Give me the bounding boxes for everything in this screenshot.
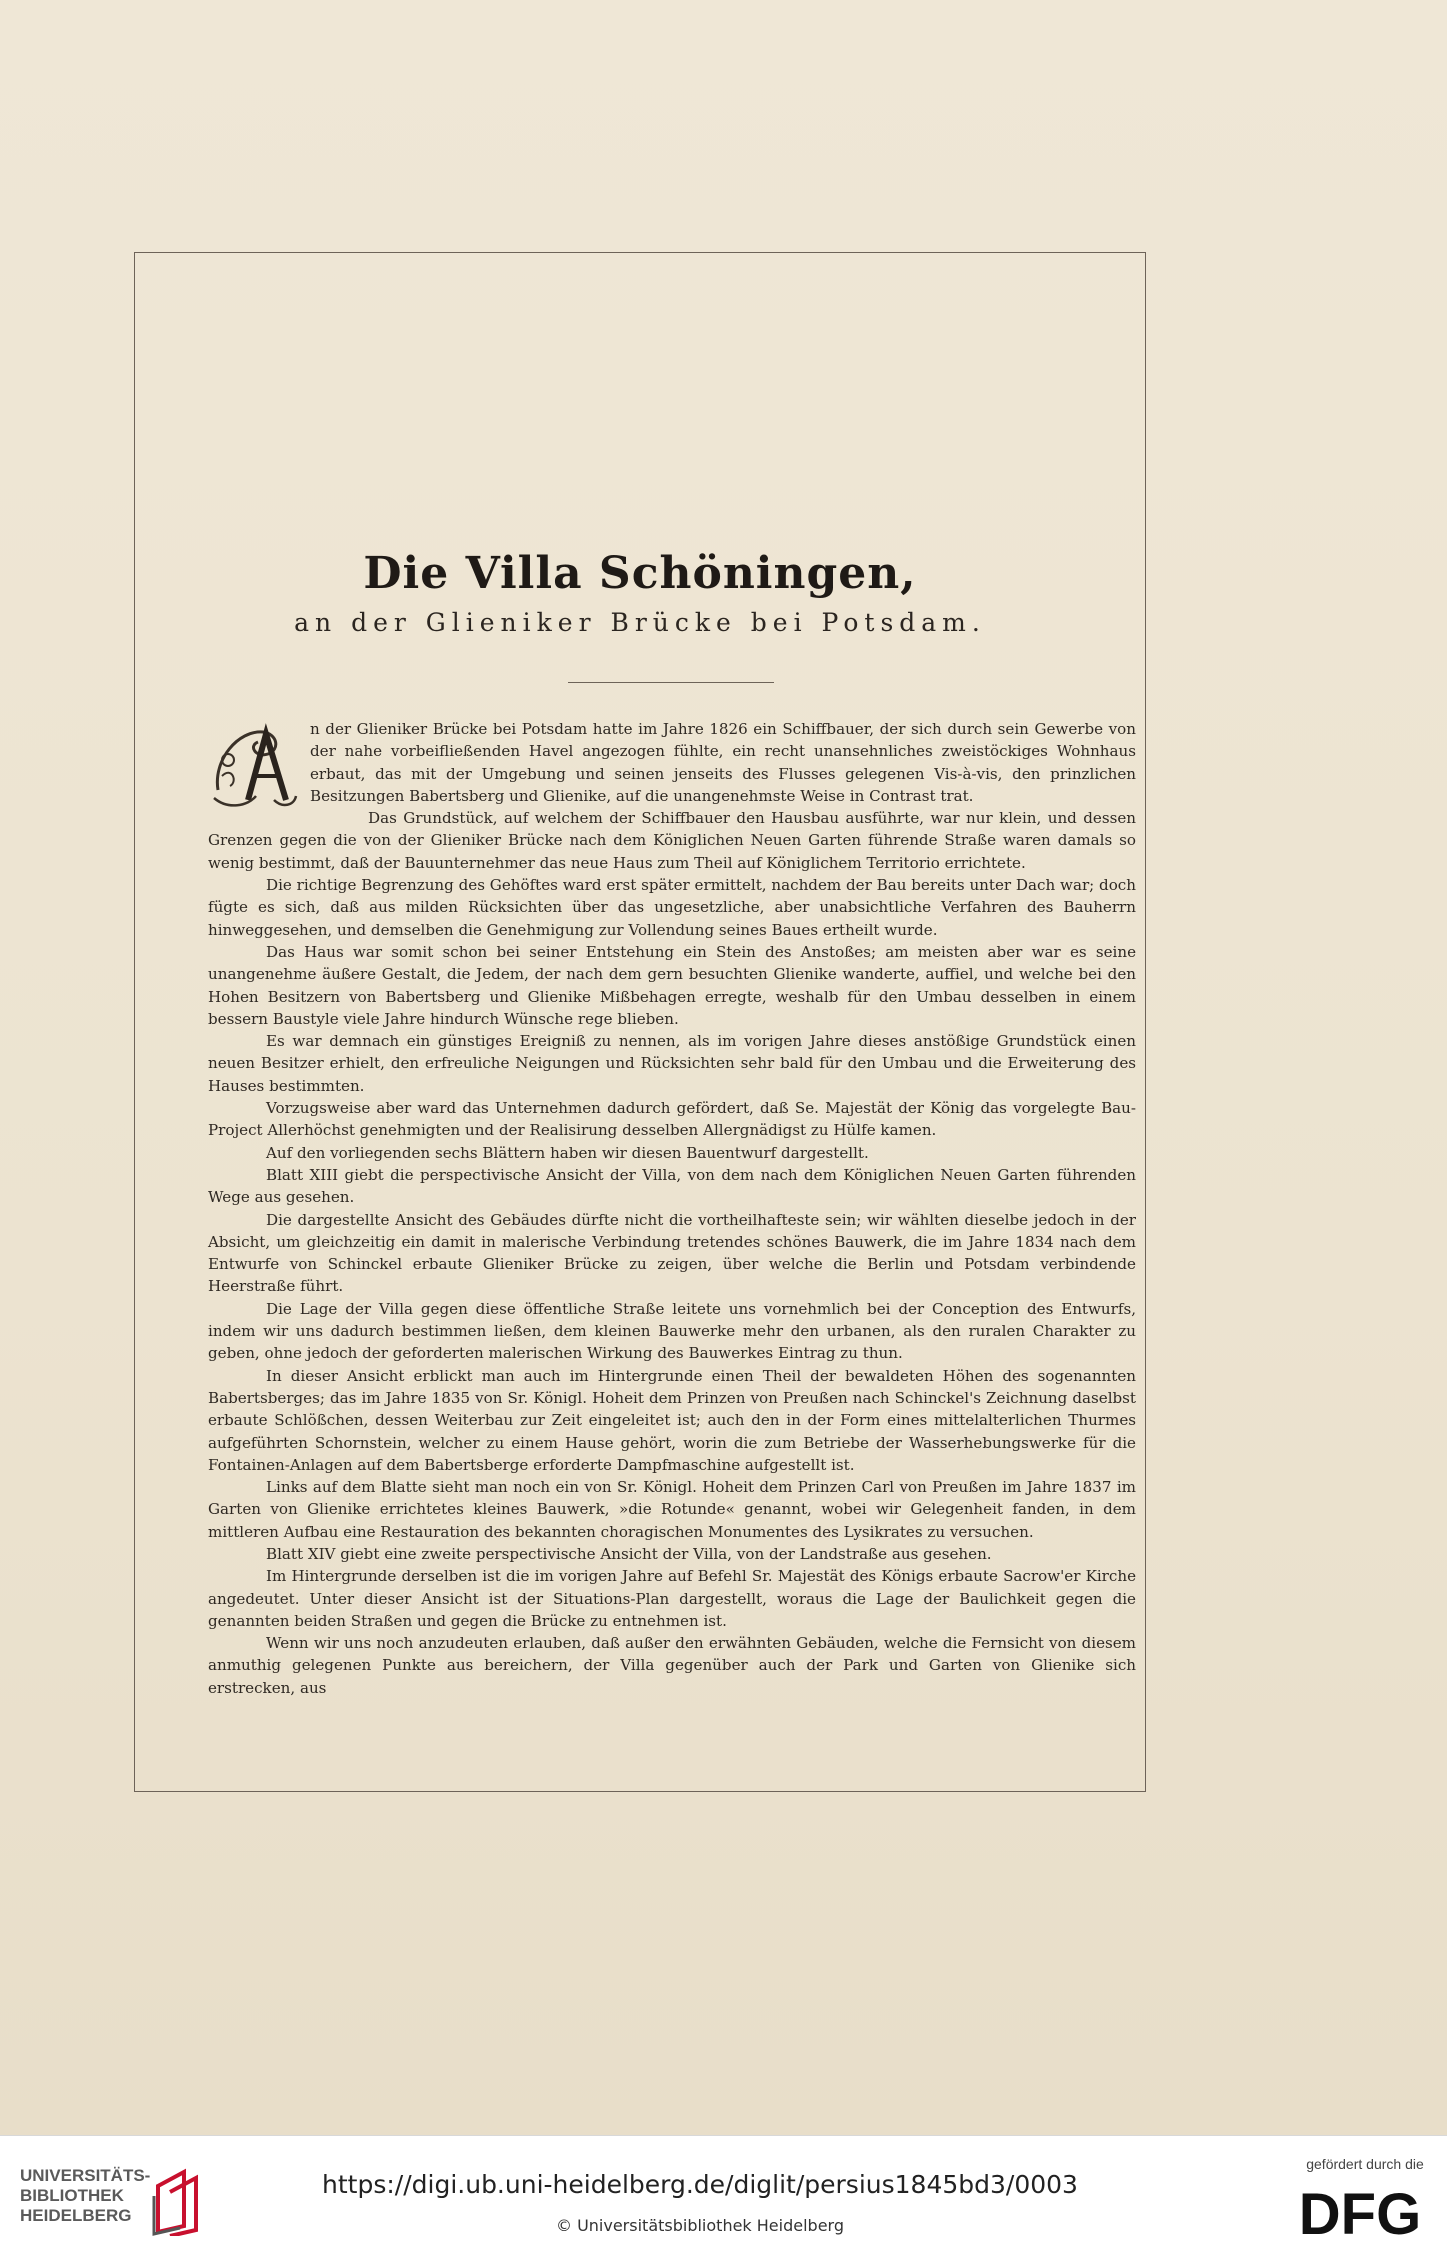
- title-divider: [568, 682, 774, 683]
- library-name: UNIVERSITÄTS- BIBLIOTHEK HEIDELBERG: [20, 2166, 151, 2225]
- decorated-initial-a-icon: [208, 720, 300, 812]
- paragraph-7: Auf den vorliegenden sechs Blättern haben wir diesen Bauentwurf dargestellt.: [266, 1143, 869, 1162]
- paragraph-3: Die richtige Begrenzung des Gehöftes ward erst später ermittelt, nachdem der Bau bereits unter Dach war; doch fügte es sich, daß aus milden Rücksichten über das ungesetzliche, aber unabsichtliche Verfahren des Bauherrn hinweggesehen, und demselben die Genehmigung zur Vollendung seines Baues ertheilt wurde.: [208, 876, 1136, 939]
- document-body: [208, 718, 1136, 1699]
- dfg-logo[interactable]: [1285, 2176, 1435, 2246]
- paragraph-12: Links auf dem Blatte sieht man noch ein von Sr. Königl. Hoheit dem Prinzen Carl von Preußen im Jahre 1837 im Garten von Glienike errichtetes kleines Bauwerk, »die Rotunde« genannt, wobei wir Gelegenheit fanden, in dem mittleren Aufbau eine Restauration des bekannten choragischen Monumentes des Lysikrates zu versuchen.: [208, 1478, 1136, 1541]
- permalink-url[interactable]: https://digi.ub.uni-heidelberg.de/diglit/persius1845bd3/0003: [322, 2170, 1078, 2199]
- paragraph-10: Die Lage der Villa gegen diese öffentliche Straße leitete uns vornehmlich bei der Conception des Entwurfs, indem wir uns dadurch bestimmen ließen, dem kleinen Bauwerke mehr den urbanen, als den ruralen Charakter zu geben, ohne jedoch der geforderten malerischen Wirkung des Bauwerkes Eintrag zu thun.: [208, 1299, 1136, 1363]
- paragraph-13: Blatt XIV giebt eine zweite perspectivische Ansicht der Villa, von der Landstraße aus gesehen.: [266, 1544, 992, 1563]
- viewer-footer: [0, 2135, 1447, 2255]
- copyright-notice: © Universitätsbibliothek Heidelberg: [555, 2216, 844, 2235]
- funding-text: gefördert durch die: [1306, 2156, 1424, 2172]
- library-emblem-icon: [150, 2166, 210, 2236]
- paragraph-4: Das Haus war somit schon bei seiner Entstehung ein Stein des Anstoßes; am meisten aber war es seine unangenehme äußere Gestalt, die Jedem, der nach dem gern besuchten Glienike wanderte, auffiel, und welche bei den Hohen Besitzern von Babertsberg und Glienike Mißbehagen erregte, weshalb für den Umbau desselben in einem bessern Baustyle viele Jahre hindurch Wünsche rege blieben.: [208, 942, 1136, 1028]
- paragraph-2: Das Grundstück, auf welchem der Schiffbauer den Hausbau ausführte, war nur klein, und dessen Grenzen gegen die von der Glieniker Brücke nach dem Königlichen Neuen Garten führende Straße waren damals so wenig bestimmt, daß der Bauunternehmer das neue Haus zum Theil auf Königlichem Territorio errichtete.: [208, 809, 1136, 872]
- paragraph-11: In dieser Ansicht erblickt man auch im Hintergrunde einen Theil der bewaldeten Höhen des sogenannten Babertsberges; das im Jahre 1835 von Sr. Königl. Hoheit dem Prinzen von Preußen nach Schinckel's Zeichnung daselbst erbaute Schlößchen, dessen Weiterbau zur Zeit eingeleitet ist; auch den in der Form eines mittelalterlichen Thurmes aufgeführten Schornstein, welcher zu einem Hause gehört, worin die zum Betriebe der Wasserhebungswerke für die Fontainen-Anlagen auf dem Babertsberge erforderte Dampfmaschine aufgestellt ist.: [208, 1366, 1136, 1474]
- paragraph-6: Vorzugsweise aber ward das Unternehmen dadurch gefördert, daß Se. Majestät der König das vorgelegte Bau-Project Allerhöchst genehmigten und der Realisirung desselben Allergnädigst zu Hülfe kamen.: [208, 1099, 1136, 1140]
- paragraph-1: n der Glieniker Brücke bei Potsdam hatte im Jahre 1826 ein Schiffbauer, der sich durch sein Gewerbe von der nahe vorbeifließenden Havel angezogen fühlte, ein recht unansehnliches zweistöckiges Wohnhaus erbaut, das mit der Umgebung und seinen jenseits des Flusses gelegenen Vis-à-vis, den prinzlichen Besitzungen Babertsberg und Glienike, auf die unangenehmste Weise in Contrast trat.: [208, 718, 1136, 807]
- document-subtitle: an der Glieniker Brücke bei Potsdam.: [294, 608, 986, 637]
- library-logo[interactable]: [20, 2166, 230, 2236]
- document-title: Die Villa Schöningen,: [363, 548, 917, 599]
- paragraph-14: Im Hintergrunde derselben ist die im vorigen Jahre auf Befehl Sr. Majestät des Königs erbaute Sacrow'er Kirche angedeutet. Unter dieser Ansicht ist der Situations-Plan dargestellt, woraus die Lage der Baulichkeit gegen die genannten beiden Straßen und gegen die Brücke zu entnehmen ist.: [208, 1567, 1136, 1630]
- dfg-logo-text: DFG: [1298, 2182, 1422, 2246]
- paragraph-15: Wenn wir uns noch anzudeuten erlauben, daß außer den erwähnten Gebäuden, welche die Fernsicht von diesem anmuthig gelegenen Punkte aus bereichern, der Villa gegenüber auch der Park und Garten von Glienike sich erstrecken, aus: [208, 1634, 1136, 1697]
- paragraph-8: Blatt XIII giebt die perspectivische Ansicht der Villa, von dem nach dem Königlichen Neuen Garten führenden Wege aus gesehen.: [208, 1165, 1136, 1207]
- paragraph-9: Die dargestellte Ansicht des Gebäudes dürfte nicht die vortheilhafteste sein; wir wählten dieselbe jedoch in der Absicht, um gleichzeitig ein damit in malerische Verbindung tretendes schönes Bauwerk, die im Jahre 1834 nach dem Entwurfe von Schinckel erbaute Glieniker Brücke zu zeigen, über welche die Berlin und Potsdam verbindende Heerstraße führt.: [208, 1210, 1136, 1296]
- paragraph-5: Es war demnach ein günstiges Ereigniß zu nennen, als im vorigen Jahre dieses anstößige Grundstück einen neuen Besitzer erhielt, den erfreuliche Neigungen und Rücksichten sehr bald für den Umbau und die Erweiterung des Hauses bestimmten.: [208, 1032, 1136, 1095]
